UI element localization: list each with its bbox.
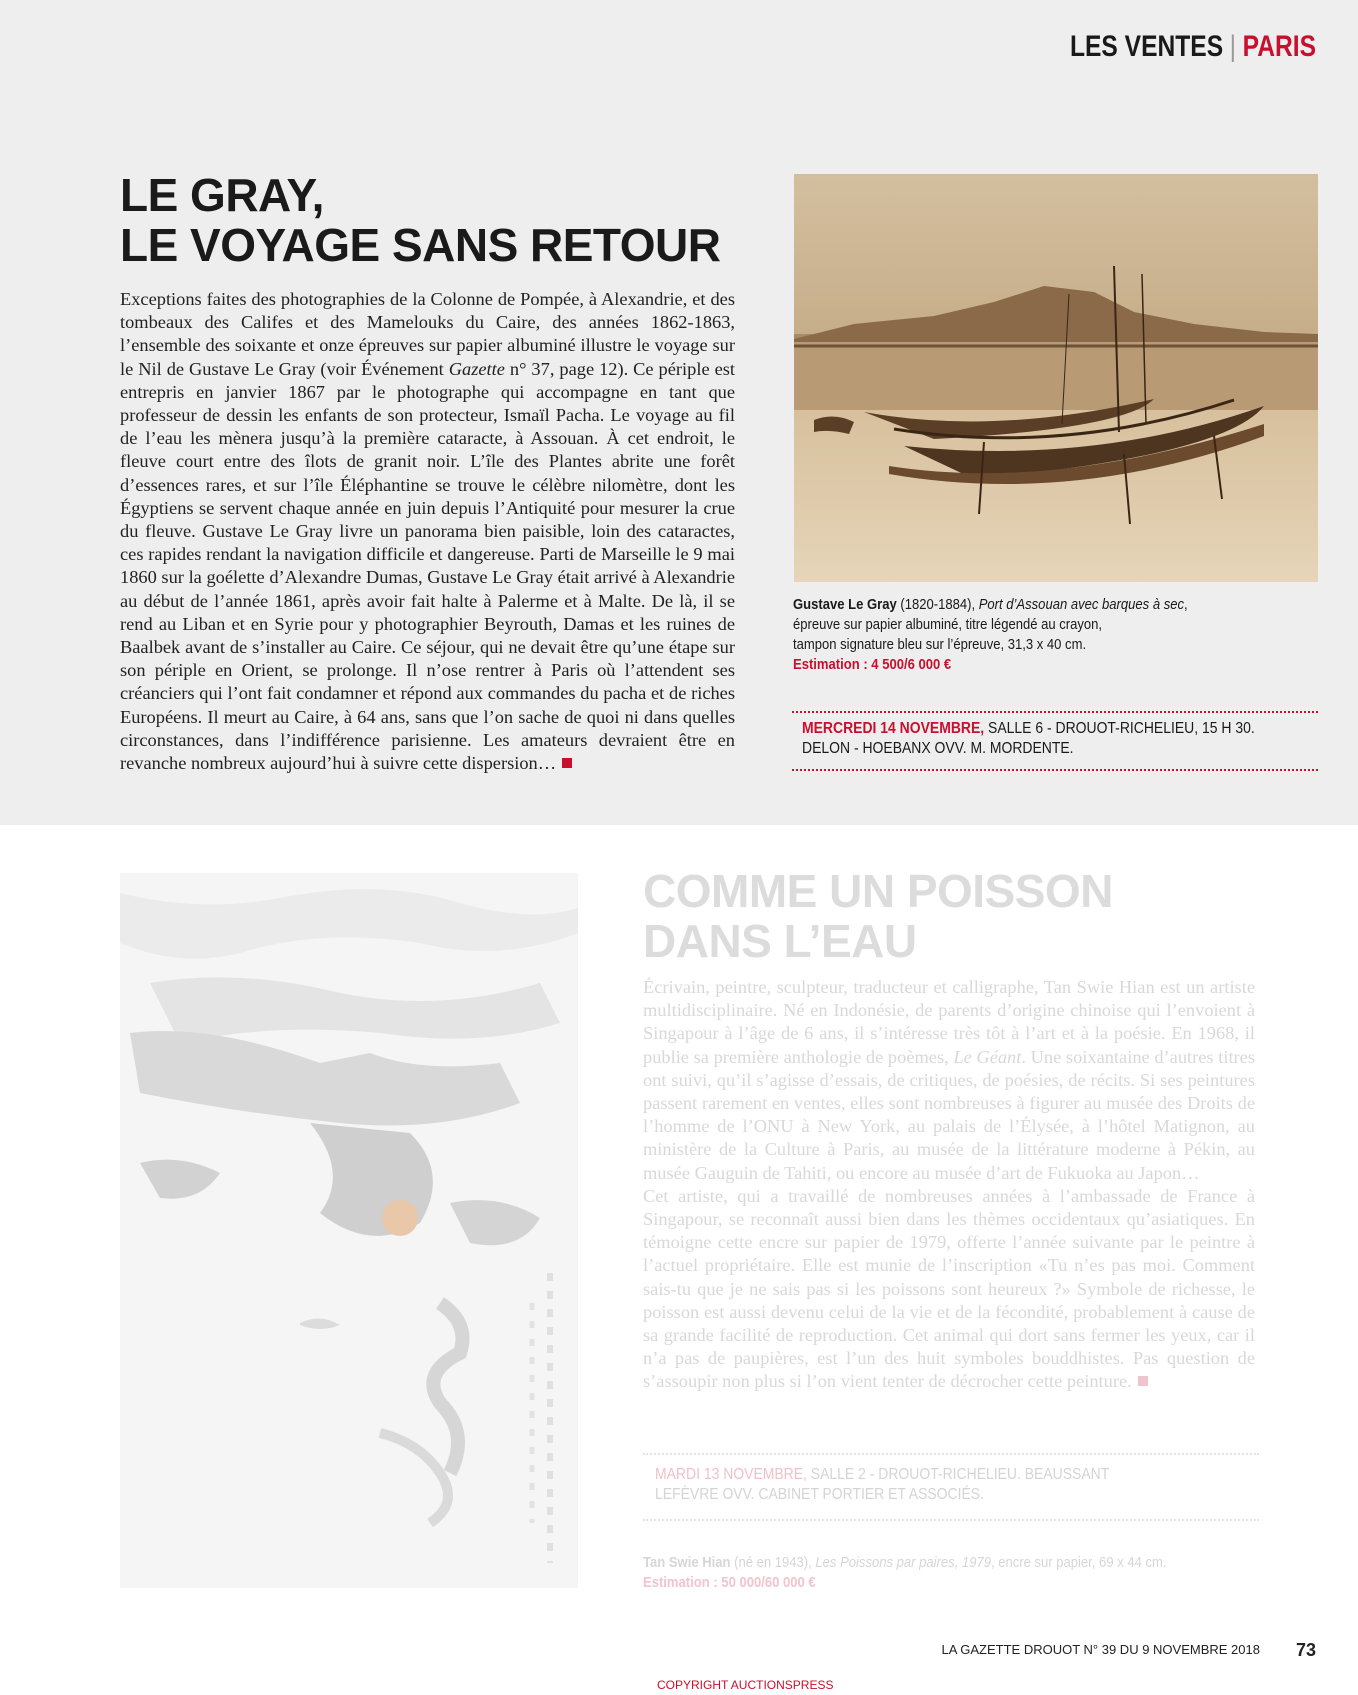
article1-body-part: Exceptions faites des photographies de la Colonne de Pompée, à Alexandrie, et des tombeaux des Califes et des Mamelouks du Caire, des années 1862-1863, l’ensemble des soixante et onze épreuves sur papier albuminé illustre le voyage sur le Nil de Gustave Le Gray (voir Événement <box>120 289 735 379</box>
article2-body-part: . Une soixantaine d’autres titres ont suivi, qu’il s’agisse d’essais, de critiques, de poésies, de récits. Si ses peintures passent rarement en ventes, elles sont nombreuses à figurer au musée des Droits de l’homme de l’ONU à New York, au palais de l’Élysée, à l’hôtel Matignon, au ministère de la Culture à Paris, au musée de la littérature moderne à Pékin, au musée Gauguin de Tahiti, ou encore au musée d’art de Fukuoka au Japon… <box>643 1046 1255 1183</box>
caption2-rest: , encre sur papier, 69 x 44 cm. <box>990 1555 1167 1571</box>
sale-info-line2: DELON - HOEBANX OVV. M. MORDENTE. <box>802 740 1074 757</box>
caption-line3: tampon signature bleu sur l’épreuve, 31,3 x 40 cm. <box>793 637 1087 653</box>
article1-body-part: n° 37, page 12). Ce périple est entrepris en janvier 1867 par le photographe qui accompagne en tant que professeur de dessin les enfants de son protecteur, Ismaïl Pacha. Le voyage au fil de l’eau les mènera jusqu’à la première cataracte, à Assouan. À cet endroit, le fleuve court entre des îlots de granit noir. L’île des Plantes abrite une forêt d’essences rares, et sur l’île Éléphantine se trouve le célèbre nilomètre, dont les Égyptiens se servent chaque année en juin depuis l’Antiquité pour mesurer la crue du fleuve. Gustave Le Gray livre un panorama bien paisible, loin des cataractes, ces rapides rendant la navigation difficile et dangereuse. Parti de Marseille le 9 mai 1860 sur la goélette d’Alexandre Dumas, Gustave Le Gray était arrivé à Alexandrie au début de l’année 1861, après avoir fait halte à Palerme et à Malte. De là, il se rend au Liban et en Syrie pour y photographier Beyrouth, Damas et les ruines de Baalbek avant de s’installer au Caire. Ce séjour, qui ne devait être qu’une étape sur son périple en Orient, se prolonge. Il n’ose rentrer à Paris où l’attendent ses créanciers qui l’ont fait condamner et répond aux commandes du pacha et de riches Européens. Il meurt au Caire, à 64 ans, sans que l’on sache de quoi ni dans quelles circonstances, dans l’indifférence parisienne. Les amateurs devraient être en revanche nombreux aujourd’hui à suivre cette dispersion… <box>120 358 736 774</box>
article2-headline <box>643 866 1243 966</box>
caption-title: Port d’Assouan avec barques à sec <box>978 597 1185 613</box>
sale-date: MERCREDI 14 NOVEMBRE, <box>802 720 985 737</box>
section-city: PARIS <box>1242 30 1316 63</box>
sale-info2-line2: LEFÈVRE OVV. CABINET PORTIER ET ASSOCIÉS. <box>655 1486 984 1503</box>
section-header <box>1070 30 1316 64</box>
caption-dates: (1820-1884), <box>896 597 979 613</box>
sale-info-2 <box>655 1465 1249 1505</box>
section-label: LES VENTES <box>1070 30 1224 63</box>
caption2-line1 <box>643 1553 1264 1573</box>
article1-headline-line2: LE VOYAGE SANS RETOUR <box>120 219 721 271</box>
article2-headline-line1: COMME UN POISSON <box>643 865 1113 917</box>
article2-body-part: Cet artiste, qui a travaillé de nombreuses années à l’ambassade de France à Singapour, se reconnaît aussi bien dans les thèmes occidentaux qu’asiatiques. En témoigne cette encre sur papier de 1979, offerte l’année suivante par le peintre à l’actuel propriétaire. Elle est munie de l’inscription «Tu n’es pas moi. Comment sais-tu que je ne sais pas si les poissons sont heureux ?» Symbole de richesse, le poisson est aussi devenu celui de la vie et de la fécondité, probablement à cause de sa grande facilité de reproduction. Cet animal qui dort sans fermer les yeux, car il n’a pas de paupières, est l’un des huit symboles bouddhistes. Pas question de s’assoupir non plus si l’on vient tenter de décrocher cette peinture. <box>643 1185 1255 1392</box>
end-of-article-mark <box>1138 1376 1148 1386</box>
page-number: 73 <box>1295 1640 1316 1660</box>
sale-date-2: MARDI 13 NOVEMBRE, <box>655 1466 807 1483</box>
photograph-illustration <box>794 174 1318 582</box>
caption2-estimate: Estimation : 50 000/60 000 € <box>643 1575 816 1591</box>
article1-headline-line1: LE GRAY, <box>120 169 324 221</box>
article2-body <box>643 976 1255 1394</box>
article2-body-italic: Le Géant <box>953 1046 1022 1067</box>
page-footer <box>941 1640 1316 1661</box>
caption-line1 <box>793 595 1279 615</box>
painting-caption <box>643 1553 1264 1593</box>
article1-body-italic: Gazette <box>448 358 505 379</box>
article2-body-part: Écrivain, peintre, sculpteur, traducteur et calligraphe, Tan Swie Hian est un artiste multidisciplinaire. Né en Indonésie, de parents d’origine chinoise qui l’envoient à Singapour à l’âge de 6 ans, il s’intéresse très tôt à l’art et à la poésie. En 1968, il publie sa première anthologie de poèmes, <box>643 977 1255 1067</box>
caption-line2: épreuve sur papier albuminé, titre légendé au crayon, <box>793 617 1103 633</box>
publication-info: LA GAZETTE DROUOT N° 39 DU 9 NOVEMBRE 2018 <box>941 1642 1260 1657</box>
sale-venue: SALLE 6 - DROUOT-RICHELIEU, 15 H 30. <box>984 720 1255 737</box>
sale-info2-line1 <box>655 1465 1249 1485</box>
sale-info-box-2 <box>643 1453 1259 1521</box>
photo-caption <box>793 595 1279 675</box>
section-separator: | <box>1229 30 1237 63</box>
le-gray-photograph <box>794 174 1318 582</box>
caption-line1-end: , <box>1184 597 1188 613</box>
painting-illustration <box>120 873 578 1588</box>
article2-paragraph2 <box>643 1185 1255 1394</box>
copyright-notice: COPYRIGHT AUCTIONSPRESS <box>657 1678 834 1692</box>
caption2-title: Les Poissons par paires, 1979 <box>815 1555 991 1571</box>
fish-ink-painting <box>120 873 578 1588</box>
caption-estimate: Estimation : 4 500/6 000 € <box>793 657 952 673</box>
sale-venue-2: SALLE 2 - DROUOT-RICHELIEU. BEAUSSANT <box>806 1466 1110 1483</box>
article2-paragraph1 <box>643 976 1255 1185</box>
caption-artist: Gustave Le Gray <box>793 597 897 613</box>
caption2-dates: (né en 1943), <box>730 1555 816 1571</box>
sale-info-box <box>792 711 1318 771</box>
article1-headline <box>120 170 760 270</box>
sale-info <box>802 719 1306 759</box>
end-of-article-mark <box>562 758 572 768</box>
sale-info-line1 <box>802 719 1306 739</box>
article2-headline-line2: DANS L’EAU <box>643 915 917 967</box>
caption2-artist: Tan Swie Hian <box>643 1555 731 1571</box>
article1-body <box>120 288 735 775</box>
